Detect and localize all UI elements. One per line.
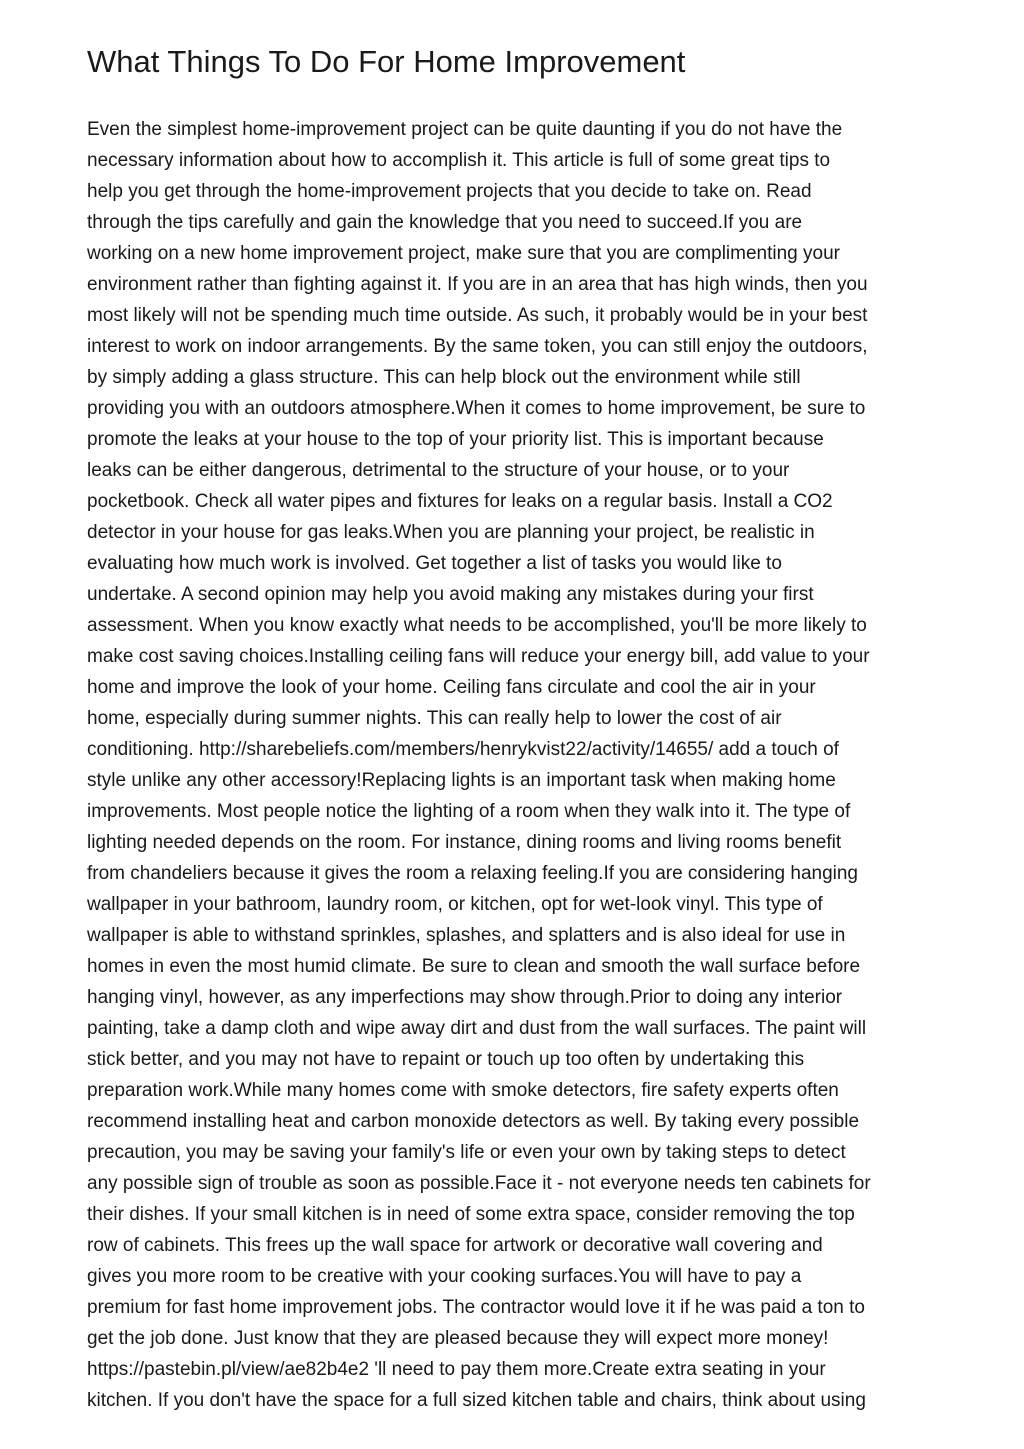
body-line: conditioning. http://sharebeliefs.com/members/henrykvist22/activity/14655/ add a touch of <box>87 739 839 760</box>
body-line: get the job done. Just know that they are pleased because they will expect more money! <box>87 1328 829 1349</box>
body-line: most likely will not be spending much time outside. As such, it probably would be in your best <box>87 305 868 326</box>
body-line: preparation work.While many homes come with smoke detectors, fire safety experts often <box>87 1080 839 1101</box>
document-title: What Things To Do For Home Improvement <box>87 44 686 79</box>
body-line: gives you more room to be creative with your cooking surfaces.You will have to pay a <box>87 1266 802 1287</box>
body-line: by simply adding a glass structure. This can help block out the environment while still <box>87 367 801 388</box>
body-line: row of cabinets. This frees up the wall space for artwork or decorative wall covering and <box>87 1235 823 1256</box>
body-line: necessary information about how to accomplish it. This article is full of some great tips to <box>87 150 831 171</box>
body-line: interest to work on indoor arrangements. By the same token, you can still enjoy the outdoors, <box>87 336 868 357</box>
body-line: any possible sign of trouble as soon as possible.Face it - not everyone needs ten cabinets for <box>87 1173 871 1194</box>
body-line: style unlike any other accessory!Replacing lights is an important task when making home <box>87 770 836 791</box>
body-line: assessment. When you know exactly what needs to be accomplished, you'll be more likely to <box>87 615 867 636</box>
body-line: evaluating how much work is involved. Get together a list of tasks you would like to <box>87 553 782 574</box>
body-line: promote the leaks at your house to the top of your priority list. This is important because <box>87 429 824 450</box>
document-body <box>87 114 871 1416</box>
body-line: improvements. Most people notice the lighting of a room when they walk into it. The type of <box>87 801 851 822</box>
body-line: hanging vinyl, however, as any imperfections may show through.Prior to doing any interior <box>87 987 843 1008</box>
body-line: home and improve the look of your home. Ceiling fans circulate and cool the air in your <box>87 677 816 698</box>
body-line: premium for fast home improvement jobs. The contractor would love it if he was paid a ton to <box>87 1297 865 1318</box>
body-line: help you get through the home-improvement projects that you decide to take on. Read <box>87 181 812 202</box>
body-line: environment rather than fighting against it. If you are in an area that has high winds, then you <box>87 274 868 295</box>
body-line: wallpaper is able to withstand sprinkles, splashes, and splatters and is also ideal for use in <box>87 925 846 946</box>
body-line: providing you with an outdoors atmosphere.When it comes to home improvement, be sure to <box>87 398 866 419</box>
body-line: painting, take a damp cloth and wipe away dirt and dust from the wall surfaces. The paint will <box>87 1018 867 1039</box>
body-line: through the tips carefully and gain the knowledge that you need to succeed.If you are <box>87 212 803 233</box>
body-line: from chandeliers because it gives the room a relaxing feeling.If you are considering hanging <box>87 863 859 884</box>
body-line: kitchen. If you don't have the space for a full sized kitchen table and chairs, think about using <box>87 1390 866 1411</box>
body-line: working on a new home improvement project, make sure that you are complimenting your <box>87 243 840 264</box>
body-line: home, especially during summer nights. This can really help to lower the cost of air <box>87 708 782 729</box>
body-line: precaution, you may be saving your family's life or even your own by taking steps to detect <box>87 1142 846 1163</box>
body-line: leaks can be either dangerous, detrimental to the structure of your house, or to your <box>87 460 790 481</box>
body-line: detector in your house for gas leaks.When you are planning your project, be realistic in <box>87 522 815 543</box>
body-line: Even the simplest home-improvement project can be quite daunting if you do not have the <box>87 119 843 140</box>
body-line: lighting needed depends on the room. For instance, dining rooms and living rooms benefit <box>87 832 842 853</box>
body-line: homes in even the most humid climate. Be sure to clean and smooth the wall surface before <box>87 956 861 977</box>
body-line: their dishes. If your small kitchen is in need of some extra space, consider removing the top <box>87 1204 855 1225</box>
body-line: wallpaper in your bathroom, laundry room, or kitchen, opt for wet-look vinyl. This type of <box>87 894 823 915</box>
body-line: pocketbook. Check all water pipes and fixtures for leaks on a regular basis. Install a CO2 <box>87 491 833 512</box>
body-line: undertake. A second opinion may help you avoid making any mistakes during your first <box>87 584 814 605</box>
body-line: https://pastebin.pl/view/ae82b4e2 'll need to pay them more.Create extra seating in your <box>87 1359 826 1380</box>
body-line: recommend installing heat and carbon monoxide detectors as well. By taking every possible <box>87 1111 860 1132</box>
body-line: stick better, and you may not have to repaint or touch up too often by undertaking this <box>87 1049 805 1070</box>
body-line: make cost saving choices.Installing ceiling fans will reduce your energy bill, add value to your <box>87 646 870 667</box>
